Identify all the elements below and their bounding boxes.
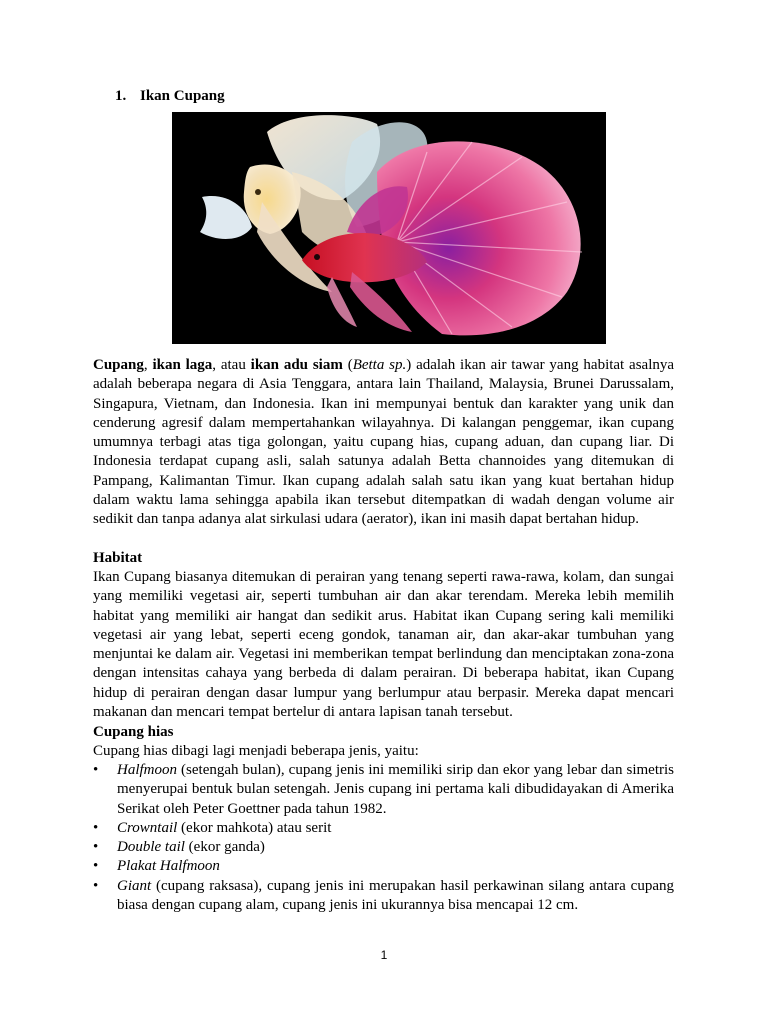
latin-name: Betta sp. bbox=[352, 357, 407, 373]
intro-separator: , atau bbox=[212, 357, 246, 373]
type-name: Crowntail bbox=[117, 819, 178, 836]
habitat-title: Habitat bbox=[93, 550, 143, 566]
cupang-types-list bbox=[93, 761, 674, 915]
type-desc: (setengah bulan), cupang jenis ini memiliki sirip dan ekor yang lebar dan simetris menyerupai bentuk bulan setengah. Jenis cupang ini pertama kali dibudidayakan di Amerika Serikat oleh Peter Goettner pada tahun 1982. bbox=[117, 762, 674, 817]
term-cupang: Cupang bbox=[93, 357, 144, 373]
list-item bbox=[93, 761, 674, 819]
intro-body: ) adalah ikan air tawar yang habitat asalnya adalah beberapa negara di Asia Tenggara, antara lain Thailand, Malaysia, Brunei Darussalam, Singapura, Vietnam, dan Indonesia. Ikan ini mempunyai bentuk dan karakter yang unik dan cenderung agresif dalam mempertahankan wilayahnya. Di kalangan penggemar, ikan cupang umumnya terbagi atas tiga golongan, yaitu cupang hias, cupang aduan, dan cupang liar. Di Indonesia terdapat cupang asli, salah satunya adalah Betta channoides yang ditemukan di Pampang, Kalimantan Timur. Ikan cupang adalah salah satu ikan yang kuat bertahan hidup dalam waktu lama sehingga apabila ikan tersebut ditempatkan di wadah dengan volume air sedikit dan tanpa adanya alat sirkulasi udara (aerator), ikan ini masih dapat bertahan hidup. bbox=[93, 357, 675, 528]
bullet-icon: • bbox=[93, 858, 99, 875]
type-desc: (ekor ganda) bbox=[184, 839, 265, 856]
intro-paragraph bbox=[93, 356, 674, 530]
heading-title: Ikan Cupang bbox=[140, 88, 225, 104]
heading-number: 1. bbox=[115, 88, 127, 104]
list-item bbox=[93, 857, 674, 876]
section-heading bbox=[115, 87, 225, 106]
type-desc: (cupang raksasa), cupang jenis ini merupakan hasil perkawinan silang antara cupang biasa dengan cupang alam, cupang jenis ini ukurannya bisa mencapai 12 cm. bbox=[117, 877, 674, 914]
cupang-hias-title: Cupang hias bbox=[93, 724, 174, 740]
list-item bbox=[93, 819, 674, 838]
bullet-icon: • bbox=[93, 839, 99, 856]
intro-separator: , bbox=[143, 357, 148, 373]
type-desc: (ekor mahkota) atau serit bbox=[177, 819, 332, 836]
type-name: Plakat Halfmoon bbox=[117, 858, 220, 875]
type-name: Giant bbox=[117, 877, 152, 894]
betta-fish-illustration bbox=[172, 112, 606, 344]
term-ikan-laga: ikan laga bbox=[152, 357, 213, 373]
type-name: Double tail bbox=[117, 839, 185, 856]
bullet-icon: • bbox=[93, 877, 99, 894]
list-item bbox=[93, 838, 674, 857]
cupang-hias-intro: Cupang hias dibagi lagi menjadi beberapa jenis, yaitu: bbox=[93, 743, 419, 759]
bullet-icon: • bbox=[93, 762, 99, 778]
betta-fish-photo bbox=[172, 112, 606, 344]
page-number: 1 bbox=[380, 948, 388, 962]
type-name: Halfmoon bbox=[117, 762, 177, 778]
term-ikan-adu-siam: ikan adu siam bbox=[250, 357, 343, 373]
intro-paren: ( bbox=[347, 357, 353, 373]
habitat-paragraph: Ikan Cupang biasanya ditemukan di perairan yang tenang seperti rawa-rawa, kolam, dan sungai yang memiliki vegetasi air, seperti tumbuhan air dan akar terendam. Mereka lebih memilih habitat yang memiliki air hangat dan sedikit arus. Habitat ikan Cupang sering kali memiliki vegetasi air yang lebat, seperti eceng gondok, tanaman air, dan akar-akar tumbuhan yang menjuntai ke dalam air. Vegetasi ini memberikan tempat berlindung dan menciptakan zona-zona dengan intensitas cahaya yang berbeda di dalam perairan. Di beberapa habitat, ikan Cupang hidup di perairan dengan dasar lumpur yang berlumpur atau berpasir. Mereka dapat mencari makanan dan mencari tempat bertelur di antara lapisan tanah tersebut. bbox=[93, 569, 674, 721]
list-item bbox=[93, 877, 674, 916]
bullet-icon: • bbox=[93, 819, 99, 836]
